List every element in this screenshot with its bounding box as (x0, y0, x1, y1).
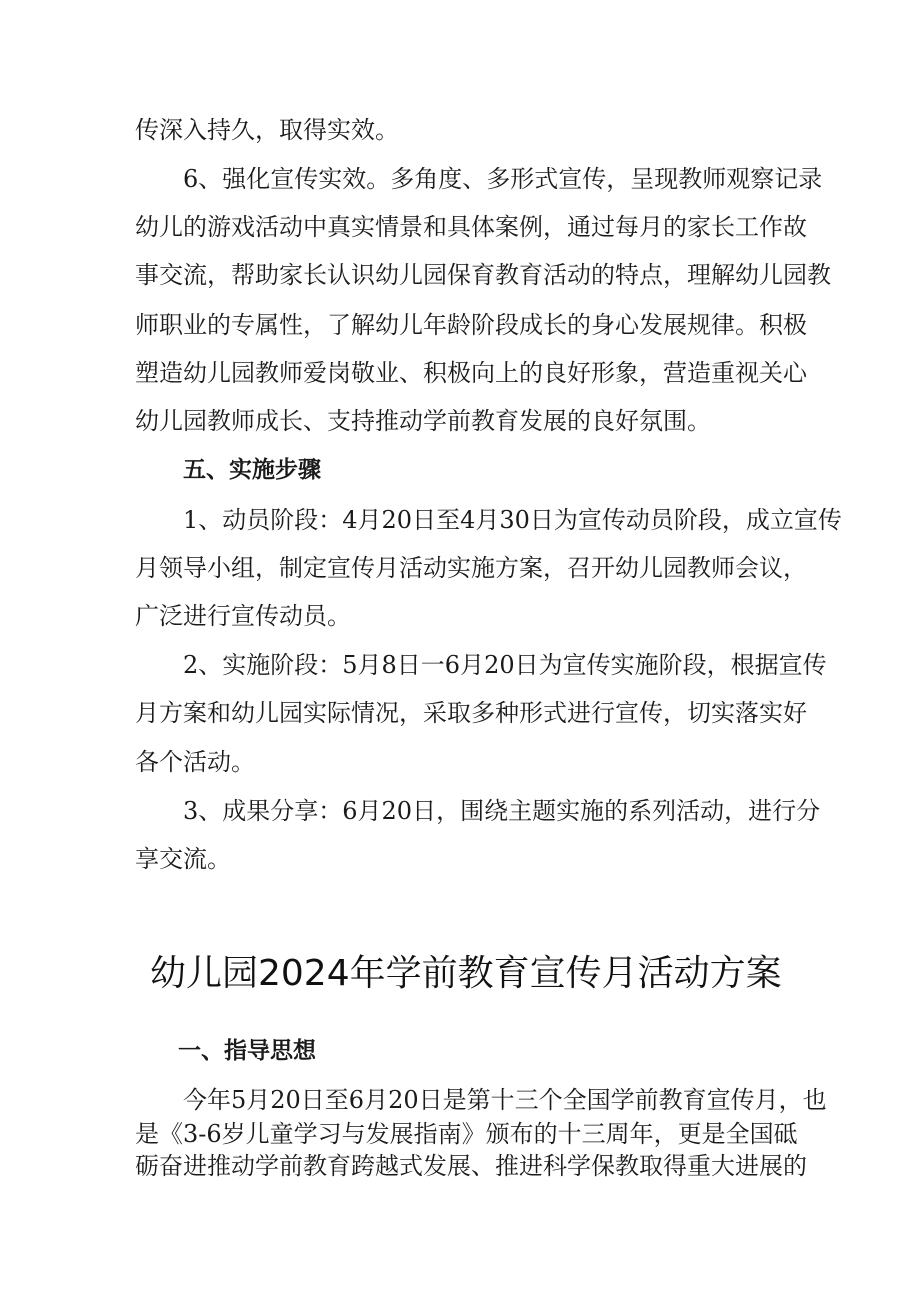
paragraph-line: 广泛进行宣传动员。 (135, 602, 351, 630)
paragraph-line: 月领导小组，制定宣传月活动实施方案，召开幼儿园教师会议， (135, 554, 807, 582)
paragraph-line: 幼儿的游戏活动中真实情景和具体案例，通过每月的家长工作故 (135, 213, 807, 241)
paragraph-line: 传深入持久，取得实效。 (135, 116, 399, 144)
section-heading: 一、指导思想 (178, 1038, 316, 1064)
paragraph-line: 2、实施阶段：5月8日一6月20日为宣传实施阶段，根据宣传 (183, 651, 827, 679)
paragraph-line: 砺奋进推动学前教育跨越式发展、推进科学保教取得重大进展的 (135, 1152, 807, 1180)
paragraph-line: 各个活动。 (135, 748, 255, 776)
paragraph-line: 是《3-6岁儿童学习与发展指南》颁布的十三周年，更是全国砥 (135, 1120, 798, 1148)
document-title: 幼儿园2024年学前教育宣传月活动方案 (150, 953, 782, 994)
paragraph-line: 师职业的专属性，了解幼儿年龄阶段成长的身心发展规律。积极 (135, 311, 807, 339)
paragraph-line: 6、强化宣传实效。多角度、多形式宣传，呈现教师观察记录 (183, 165, 823, 193)
paragraph-line: 1、动员阶段：4月20日至4月30日为宣传动员阶段，成立宣传 (183, 506, 842, 534)
section-heading: 五、实施步骤 (183, 457, 321, 483)
paragraph-line: 事交流，帮助家长认识幼儿园保育教育活动的特点，理解幼儿园教 (135, 261, 831, 289)
paragraph-line: 塑造幼儿园教师爱岗敬业、积极向上的良好形象，营造重视关心 (135, 359, 807, 387)
paragraph-line: 享交流。 (135, 845, 231, 873)
paragraph-line: 3、成果分享：6月20日，围绕主题实施的系列活动，进行分 (183, 797, 821, 825)
paragraph-line: 幼儿园教师成长、支持推动学前教育发展的良好氛围。 (135, 407, 711, 435)
paragraph-line: 今年5月20日至6月20日是第十三个全国学前教育宣传月，也 (183, 1086, 827, 1114)
paragraph-line: 月方案和幼儿园实际情况，采取多种形式进行宣传，切实落实好 (135, 699, 807, 727)
